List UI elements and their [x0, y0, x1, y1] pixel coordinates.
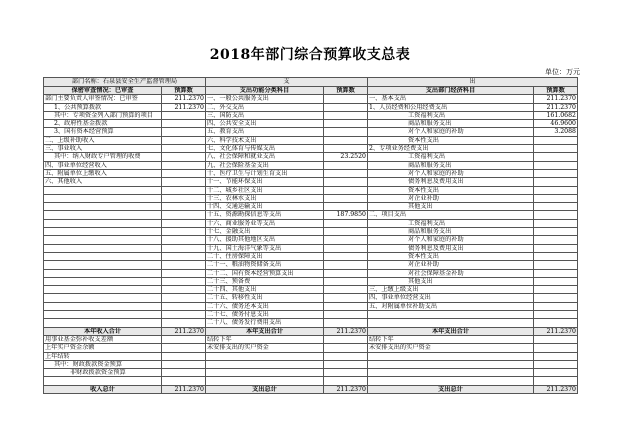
func-value [324, 203, 368, 211]
table-row [44, 261, 578, 269]
func-item: 五、教育支出 [206, 128, 324, 136]
footer-income-value [162, 335, 206, 343]
econ-item: 工资福利支出 [368, 153, 534, 161]
table-row [44, 111, 578, 119]
econ-item: 商品和服务支出 [368, 120, 534, 128]
income-item [44, 294, 162, 302]
footer-econ-item: 结转下年 [368, 335, 534, 343]
econ-value: 46.9600 [534, 120, 578, 128]
econ-item: 资本性支出 [368, 252, 534, 260]
income-value [162, 153, 206, 161]
func-item: 二十、住房保障支出 [206, 252, 324, 260]
table-row [44, 277, 578, 285]
income-item [44, 219, 162, 227]
income-item [44, 286, 162, 294]
table-row [44, 136, 578, 144]
func-item: 三、国防支出 [206, 111, 324, 119]
econ-value [534, 153, 578, 161]
table-row [44, 186, 578, 194]
col-econ-header: 支出部门经济科目 [368, 87, 534, 95]
econ-item: 商品和服务支出 [368, 161, 534, 169]
econ-item: 对企业补助 [368, 194, 534, 202]
income-value [162, 203, 206, 211]
func-item: 二十一、粮油物资储备支出 [206, 261, 324, 269]
table-row [44, 153, 578, 161]
econ-item: 债务利息及费用支出 [368, 178, 534, 186]
footer-income-item: 非财政拨款资金预算 [44, 369, 162, 377]
header-row-2 [44, 87, 578, 95]
income-value [162, 219, 206, 227]
func-item: 四、公共安全支出 [206, 120, 324, 128]
expense-section-label-2: 出 [368, 78, 578, 87]
table-row [44, 194, 578, 202]
func-item: 十六、商业服务业等支出 [206, 219, 324, 227]
econ-value [534, 203, 578, 211]
income-value [162, 145, 206, 153]
func-item: 七、文化体育与传媒支出 [206, 145, 324, 153]
income-item: 四、事业单位经营收入 [44, 161, 162, 169]
year-econ-total-value: 211.2370 [534, 327, 578, 335]
econ-item: 其他支出 [368, 277, 534, 285]
econ-item: 债务利息及费用支出 [368, 244, 534, 252]
func-value [324, 136, 368, 144]
income-item: 六、其他收入 [44, 178, 162, 186]
footer-func-item [206, 352, 324, 360]
footer-row [44, 344, 578, 352]
func-item: 二十二、国有资本经营预算支出 [206, 269, 324, 277]
func-value: 23.2520 [324, 153, 368, 161]
grand-func-total-value: 211.2370 [324, 385, 368, 393]
table-row [44, 145, 578, 153]
income-item [44, 277, 162, 285]
table-row [44, 228, 578, 236]
grand-income-total-label: 收入总计 [44, 385, 162, 393]
econ-value [534, 161, 578, 169]
econ-item: 一、基本支出 [368, 95, 534, 103]
func-value [324, 178, 368, 186]
col-func-header: 支出功能分类科目 [206, 87, 324, 95]
income-value [162, 302, 206, 310]
footer-econ-item: 未安排支出的实户资金 [368, 344, 534, 352]
grand-income-total-value: 211.2370 [162, 385, 206, 393]
econ-value [534, 211, 578, 219]
func-value [324, 244, 368, 252]
income-item [44, 211, 162, 219]
budget-summary-table [43, 77, 578, 394]
income-value [162, 128, 206, 136]
income-value [162, 252, 206, 260]
table-row [44, 236, 578, 244]
page-title: 2018年部门综合预算收支总表 [209, 47, 411, 63]
func-value [324, 194, 368, 202]
table-row [44, 294, 578, 302]
income-value [162, 161, 206, 169]
func-value: 187.9850 [324, 211, 368, 219]
income-value: 211.2370 [162, 95, 206, 103]
econ-value [534, 261, 578, 269]
econ-value [534, 186, 578, 194]
spacer-cell [206, 377, 324, 385]
income-item [44, 236, 162, 244]
income-value [162, 120, 206, 128]
income-value: 211.2370 [162, 103, 206, 111]
spacer-cell [368, 377, 534, 385]
income-value [162, 286, 206, 294]
footer-income-value [162, 344, 206, 352]
func-value [324, 145, 368, 153]
footer-func-value [324, 344, 368, 352]
footer-func-value [324, 335, 368, 343]
footer-econ-item [368, 369, 534, 377]
econ-value [534, 311, 578, 319]
footer-row [44, 335, 578, 343]
func-value [324, 120, 368, 128]
income-item [44, 311, 162, 319]
col-budget3-header: 预算数 [534, 87, 578, 95]
income-item [44, 261, 162, 269]
func-value [324, 311, 368, 319]
econ-item [368, 319, 534, 327]
footer-econ-item [368, 360, 534, 368]
func-item: 二十三、预备费 [206, 277, 324, 285]
footer-income-item: 上年实户资金余额 [44, 344, 162, 352]
econ-value [534, 178, 578, 186]
income-value [162, 111, 206, 119]
func-value [324, 261, 368, 269]
econ-item: 对企业补助 [368, 261, 534, 269]
func-value [324, 161, 368, 169]
year-total-row [44, 327, 578, 335]
table-row [44, 302, 578, 310]
func-item: 六、科学技术支出 [206, 136, 324, 144]
econ-item: 对个人和家庭的补助 [368, 236, 534, 244]
year-income-total-label: 本年收入合计 [44, 327, 162, 335]
econ-value [534, 236, 578, 244]
footer-econ-value [534, 335, 578, 343]
footer-func-item [206, 369, 324, 377]
income-item: 五、附属单位上缴收入 [44, 169, 162, 177]
review-status: 保密审查情况：已审查 [44, 87, 162, 95]
expense-section-label: 支 [206, 78, 368, 87]
table-row [44, 286, 578, 294]
econ-item: 2、专项业务经费支出 [368, 145, 534, 153]
econ-value [534, 228, 578, 236]
footer-income-value [162, 360, 206, 368]
econ-value [534, 244, 578, 252]
func-item: 十八、援助其他地区支出 [206, 236, 324, 244]
income-value [162, 194, 206, 202]
footer-income-item: 其中：财政拨款资金预算 [44, 360, 162, 368]
footer-func-item: 未安排支出的实户资金 [206, 344, 324, 352]
func-item: 八、社会保障和就业支出 [206, 153, 324, 161]
func-value [324, 294, 368, 302]
income-item: 其中：纳入财政专户管理的收费 [44, 153, 162, 161]
econ-value: 211.2370 [534, 95, 578, 103]
table-row [44, 252, 578, 260]
spacer-cell [162, 377, 206, 385]
econ-value [534, 136, 578, 144]
income-value [162, 136, 206, 144]
func-item: 二、外交支出 [206, 103, 324, 111]
footer-row [44, 352, 578, 360]
spacer-cell [44, 377, 162, 385]
footer-econ-value [534, 360, 578, 368]
func-item: 二十七、债务付息支出 [206, 311, 324, 319]
footer-econ-item [368, 352, 534, 360]
footer-econ-value [534, 369, 578, 377]
year-econ-total-label: 本年支出合计 [368, 327, 534, 335]
econ-value [534, 169, 578, 177]
spacer-cell [534, 377, 578, 385]
econ-item: 对个人和家庭的补助 [368, 169, 534, 177]
col-budget2-header: 预算数 [324, 87, 368, 95]
income-item [44, 186, 162, 194]
income-value [162, 236, 206, 244]
func-value [324, 277, 368, 285]
econ-value [534, 269, 578, 277]
econ-item: 资本性支出 [368, 186, 534, 194]
econ-item: 商品和服务支出 [368, 228, 534, 236]
econ-item: 二、项目支出 [368, 211, 534, 219]
econ-item: 五、对附属单位补助支出 [368, 302, 534, 310]
dept-name: 部门名称：石泉县安全生产监督管理局 [44, 78, 206, 87]
econ-value [534, 145, 578, 153]
table-row [44, 169, 578, 177]
spacer-cell [324, 377, 368, 385]
income-value [162, 277, 206, 285]
func-value [324, 111, 368, 119]
econ-item: 其他支出 [368, 203, 534, 211]
income-item [44, 302, 162, 310]
table-row [44, 211, 578, 219]
income-item: 三、事业收入 [44, 145, 162, 153]
income-value [162, 311, 206, 319]
year-func-total-label: 本年支出合计 [206, 327, 324, 335]
spacer-row [44, 377, 578, 385]
table-row [44, 161, 578, 169]
footer-func-item: 结转下年 [206, 335, 324, 343]
income-value [162, 244, 206, 252]
econ-value [534, 302, 578, 310]
footer-econ-value [534, 352, 578, 360]
func-value [324, 219, 368, 227]
func-value [324, 128, 368, 136]
econ-value [534, 286, 578, 294]
table-row [44, 120, 578, 128]
func-value [324, 236, 368, 244]
income-value [162, 319, 206, 327]
econ-value: 3.2088 [534, 128, 578, 136]
func-item: 二十四、其他支出 [206, 286, 324, 294]
func-item: 十九、国土海洋气象等支出 [206, 244, 324, 252]
table-row [44, 311, 578, 319]
footer-row [44, 360, 578, 368]
econ-item: 对个人和家庭的补助 [368, 128, 534, 136]
func-value [324, 302, 368, 310]
unit-label: 单位：万元 [545, 68, 580, 76]
econ-item: 资本性支出 [368, 136, 534, 144]
income-item: 二、上级补助收入 [44, 136, 162, 144]
footer-income-value [162, 369, 206, 377]
income-item [44, 194, 162, 202]
grand-econ-total-value: 211.2370 [534, 385, 578, 393]
func-item: 十、医疗卫生与计划生育支出 [206, 169, 324, 177]
econ-item: 四、事业单位经营支出 [368, 294, 534, 302]
func-item: 十一、节能环保支出 [206, 178, 324, 186]
econ-item: 工资福利支出 [368, 219, 534, 227]
footer-func-value [324, 360, 368, 368]
econ-value [534, 194, 578, 202]
econ-value: 161.0682 [534, 111, 578, 119]
econ-item: 三、上缴上级支出 [368, 286, 534, 294]
header-row-1 [44, 78, 578, 87]
func-item: 二十五、转移性支出 [206, 294, 324, 302]
func-item: 一、一般公共服务支出 [206, 95, 324, 103]
table-row [44, 128, 578, 136]
func-item: 十四、交通运输支出 [206, 203, 324, 211]
grand-econ-total-label: 支出总计 [368, 385, 534, 393]
income-item: 其中：专项资金列入部门预算的项目 [44, 111, 162, 119]
footer-income-item: 用事业基金弥补收支差额 [44, 335, 162, 343]
econ-value [534, 319, 578, 327]
econ-value [534, 219, 578, 227]
income-item [44, 228, 162, 236]
income-value [162, 169, 206, 177]
func-item: 十二、城乡社区支出 [206, 186, 324, 194]
func-value [324, 319, 368, 327]
footer-income-item: 上年结转 [44, 352, 162, 360]
footer-func-item [206, 360, 324, 368]
table-row [44, 269, 578, 277]
footer-func-value [324, 352, 368, 360]
econ-value [534, 277, 578, 285]
income-item [44, 203, 162, 211]
econ-value [534, 294, 578, 302]
income-item: 2、政府性基金拨款 [44, 120, 162, 128]
func-item: 九、社会保险基金支出 [206, 161, 324, 169]
income-value [162, 294, 206, 302]
func-value [324, 169, 368, 177]
table-row [44, 203, 578, 211]
func-item: 二十六、债务还本支出 [206, 302, 324, 310]
table-row [44, 178, 578, 186]
col-budget-header: 预算数 [162, 87, 206, 95]
table-row [44, 244, 578, 252]
econ-value [534, 252, 578, 260]
table-row [44, 103, 578, 111]
income-value [162, 178, 206, 186]
func-item: 二十八、债务发行费用支出 [206, 319, 324, 327]
func-value [324, 103, 368, 111]
grand-func-total-label: 支出总计 [206, 385, 324, 393]
grand-total-row [44, 385, 578, 393]
income-value [162, 211, 206, 219]
table-row [44, 219, 578, 227]
income-value [162, 269, 206, 277]
econ-item: 1、人员经费和公用经费支出 [368, 103, 534, 111]
func-item: 十五、资源勘探信息等支出 [206, 211, 324, 219]
econ-item: 对社会保障基金补助 [368, 269, 534, 277]
econ-item: 工资福利支出 [368, 111, 534, 119]
income-item [44, 244, 162, 252]
income-value [162, 186, 206, 194]
year-income-total-value: 211.2370 [162, 327, 206, 335]
table-row [44, 95, 578, 103]
income-item [44, 319, 162, 327]
income-item [44, 269, 162, 277]
func-value [324, 286, 368, 294]
func-item: 十七、金融支出 [206, 228, 324, 236]
year-func-total-value: 211.2370 [324, 327, 368, 335]
income-item [44, 252, 162, 260]
econ-item [368, 311, 534, 319]
income-item: 3、国有资本经营预算 [44, 128, 162, 136]
econ-value: 211.2370 [534, 103, 578, 111]
footer-func-value [324, 369, 368, 377]
footer-econ-value [534, 344, 578, 352]
func-value [324, 186, 368, 194]
income-item: 1、公共预算拨款 [44, 103, 162, 111]
income-item: 部门主要负责人审签情况：已审签 [44, 95, 162, 103]
income-value [162, 228, 206, 236]
func-value [324, 269, 368, 277]
func-value [324, 95, 368, 103]
func-item: 十三、农林水支出 [206, 194, 324, 202]
func-value [324, 252, 368, 260]
func-value [324, 228, 368, 236]
table-row [44, 319, 578, 327]
income-value [162, 261, 206, 269]
footer-row [44, 369, 578, 377]
footer-income-value [162, 352, 206, 360]
